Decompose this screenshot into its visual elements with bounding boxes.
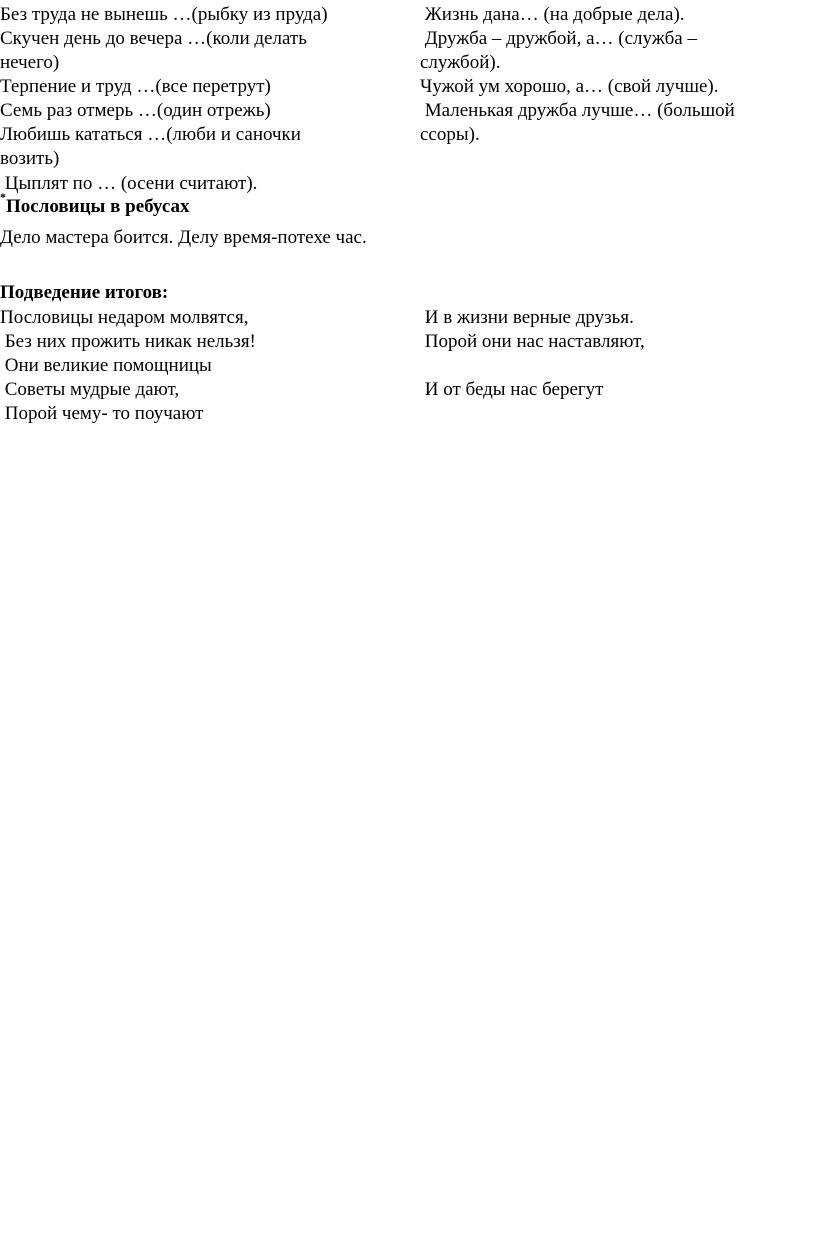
poem-line: Они великие помощницы [0,355,212,376]
rebus-heading [0,190,190,219]
proverb-line: Жизнь дана… (на добрые дела). [420,4,685,25]
proverb-line: Дружба – дружбой, а… (служба – [420,28,697,49]
proverb-line: Терпение и труд …(все перетрут) [0,76,271,97]
proverb-line: Скучен день до вечера …(коли делать [0,28,307,49]
proverb-line: Цыплят по … (осени считают). [0,173,258,194]
poem-line: Порой они нас наставляют, [420,331,645,352]
proverb-line: Чужой ум хорошо, а… (свой лучше). [420,76,719,97]
poem-line: Порой чему- то поучают [0,403,204,424]
proverb-line: Без труда не вынешь …(рыбку из пруда) [0,4,328,25]
summary-heading: Подведение итогов: [0,282,169,303]
proverb-line: Любишь кататься …(люби и саночки [0,124,301,145]
poem-line: И в жизни верные друзья. [420,307,634,328]
proverb-line: службой). [420,52,501,73]
poem-line: Без них прожить никак нельзя! [0,331,256,352]
proverb-line: возить) [0,148,60,169]
proverb-line: Маленькая дружба лучше… (большой [420,100,735,121]
proverb-line: нечего) [0,52,60,73]
rebus-text: Дело мастера боится. Делу время-потехе час. [0,227,367,248]
poem-line: Пословицы недаром молвятся, [0,307,249,328]
footnote-asterisk: * [0,190,6,204]
poem-line: И от беды нас берегут [420,379,604,400]
proverb-line: Семь раз отмерь …(один отрежь) [0,100,271,121]
poem-line: Советы мудрые дают, [0,379,180,400]
rebus-heading-text: Пословицы в ребусах [6,196,190,217]
proverb-line: ссоры). [420,124,480,145]
